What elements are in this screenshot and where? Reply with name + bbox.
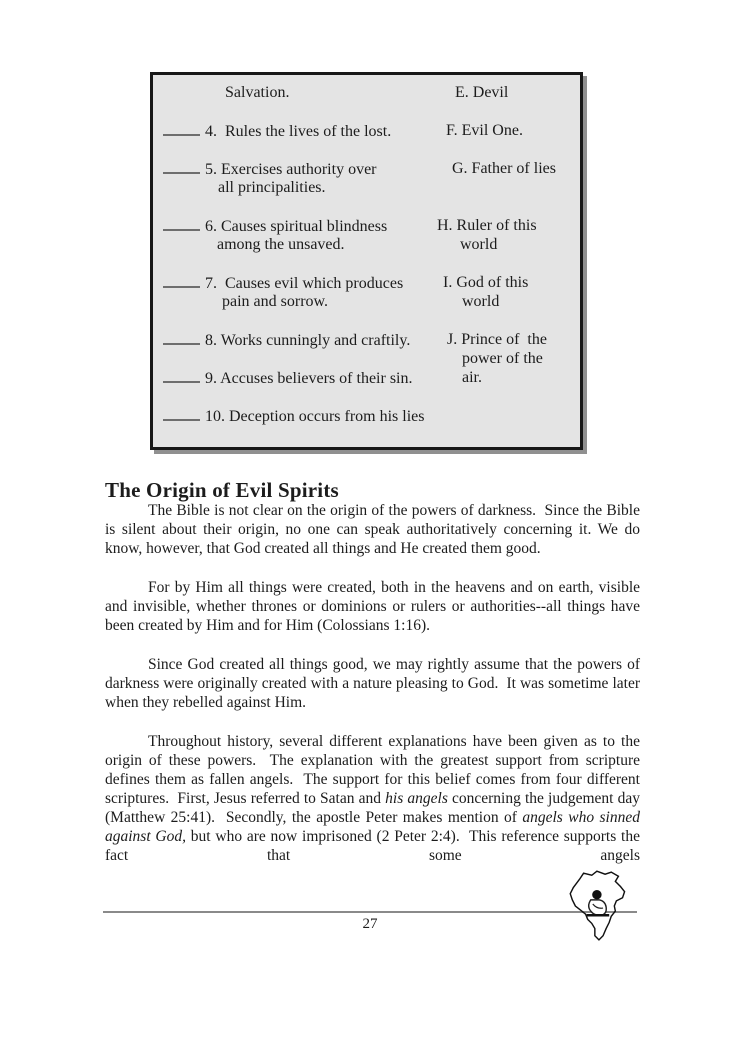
quiz-option-h <box>437 216 537 235</box>
quiz-item-5-line2 <box>218 178 326 197</box>
quiz-option-j <box>447 330 547 349</box>
answer-blank <box>163 273 200 288</box>
quiz-item-9 <box>163 368 413 388</box>
quiz-option-g-text: G. Father of lies <box>452 160 556 177</box>
quiz-item-5-text: 5. Exercises authority over <box>205 161 377 178</box>
quiz-item-8 <box>163 330 410 350</box>
quiz-item-7 <box>163 273 403 293</box>
quiz-option-j-text: J. Prince of the <box>447 331 547 348</box>
quiz-option-f <box>446 121 523 140</box>
footer-rule <box>103 911 637 913</box>
africa-map-logo-icon <box>560 869 642 943</box>
quiz-item-6 <box>163 216 387 236</box>
quiz-option-g <box>452 159 556 178</box>
quiz-item-7-text2: pain and sorrow. <box>222 293 329 310</box>
quiz-option-j-line2 <box>462 349 543 368</box>
quiz-item-10-text: 10. Deception occurs from his lies <box>205 408 425 425</box>
quiz-item-4-text: 4. Rules the lives of the lost. <box>205 123 392 140</box>
figure-head <box>592 890 601 899</box>
answer-blank <box>163 159 200 174</box>
answer-blank <box>163 121 200 136</box>
quiz-option-i <box>443 273 528 292</box>
quiz-item-4 <box>163 121 391 141</box>
body-text <box>105 501 644 865</box>
paragraph-3: Since God created all things good, we may rightly assume that the powers of darkness were originally created with a nature pleasing to God. It was sometime later when they rebelled against Him. <box>105 656 644 711</box>
paragraph-4: Throughout history, several different explanations have been given as to the origin of these powers. The explanation with the greatest support from scripture defines them as fallen angels. The support for this belief comes from four different scriptures. First, Jesus referred to Satan and his angels concerning the judgement day (Matthew 25:41). Secondly, the apostle Peter makes mention of angels who sinned against God, but who are now imprisoned (2 Peter 2:4). This reference supports the fact that some angels <box>105 733 644 864</box>
section-heading: The Origin of Evil Spirits <box>105 478 339 503</box>
quiz-item-8-text: 8. Works cunningly and craftily. <box>205 332 411 349</box>
quiz-option-f-text: F. Evil One. <box>446 122 523 139</box>
answer-blank <box>163 216 200 231</box>
quiz-item-6-line2 <box>217 235 345 254</box>
quiz-option-j-text3: air. <box>462 369 482 386</box>
quiz-option-i-text2: world <box>462 293 500 310</box>
quiz-item-7-line2 <box>222 292 328 311</box>
answer-blank <box>163 368 200 383</box>
answer-blank <box>163 406 200 421</box>
paragraph-1: The Bible is not clear on the origin of the powers of darkness. Since the Bible is silent about their origin, no one can speak authoritatively concerning it. We do know, however, that God created all things and He created them good. <box>105 502 644 557</box>
quiz-option-i-line2 <box>462 292 499 311</box>
quiz-item-7-text: 7. Causes evil which produces <box>205 275 404 292</box>
quiz-option-h-text: H. Ruler of this <box>437 217 537 234</box>
quiz-option-j-line3 <box>462 368 482 387</box>
answer-blank <box>163 330 200 345</box>
matching-quiz-box <box>150 72 583 450</box>
quiz-option-j-text2: power of the <box>462 350 543 367</box>
quiz-salvation-line <box>225 83 289 102</box>
quiz-option-i-text: I. God of this <box>443 274 529 291</box>
quiz-option-e <box>455 83 508 102</box>
quiz-item-10 <box>163 406 425 426</box>
quiz-option-h-line2 <box>460 235 497 254</box>
page-number: 27 <box>362 916 378 932</box>
quiz-salvation-text: Salvation. <box>225 84 290 101</box>
quiz-option-e-text: E. Devil <box>455 84 509 101</box>
paragraph-2: For by Him all things were created, both in the heavens and on earth, visible and invisible, whether thrones or dominions or rulers or authorities--all things have been created by Him and for Him (Colossians 1:16). <box>105 579 644 634</box>
quiz-item-6-text2: among the unsaved. <box>217 236 345 253</box>
quiz-option-h-text2: world <box>460 236 498 253</box>
quiz-item-5-text2: all principalities. <box>218 179 326 196</box>
quiz-item-6-text: 6. Causes spiritual blindness <box>205 218 388 235</box>
quiz-item-5 <box>163 159 377 179</box>
quiz-item-9-text: 9. Accuses believers of their sin. <box>205 370 413 387</box>
